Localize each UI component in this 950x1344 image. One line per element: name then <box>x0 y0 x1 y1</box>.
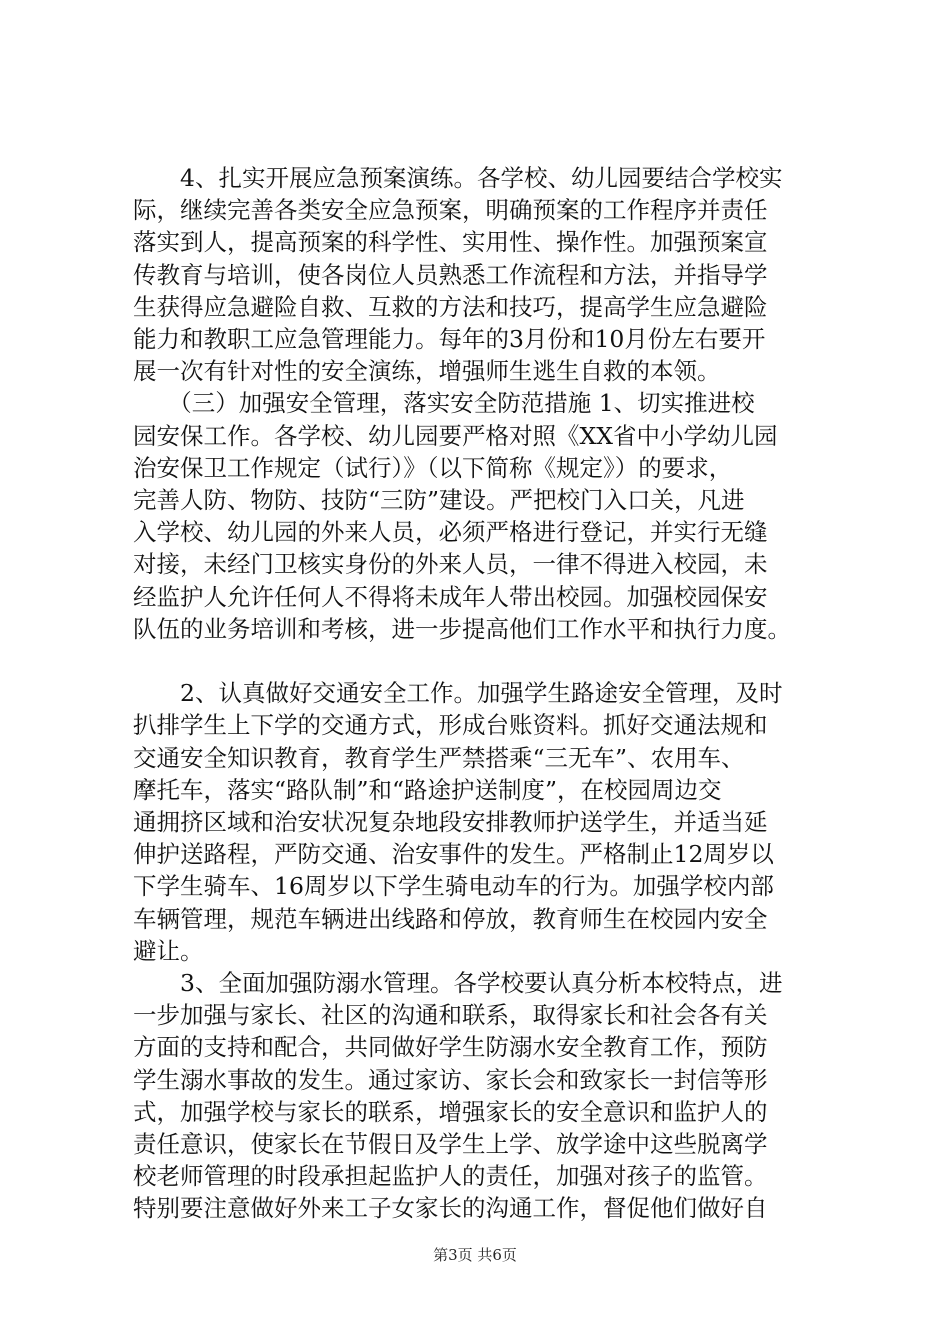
text-line: 校老师管理的时段承担起监护人的责任，加强对孩子的监管。 <box>133 1162 768 1190</box>
text-line: 园安保工作。各学校、幼儿园要严格对照《XX省中小学幼儿园 <box>133 422 778 450</box>
text-line: 3、全面加强防溺水管理。各学校要认真分析本校特点，进 <box>133 969 783 997</box>
text-line: 传教育与培训，使各岗位人员熟悉工作流程和方法，并指导学 <box>133 261 768 289</box>
text-line: 完善人防、物防、技防“三防”建设。严把校门入口关，凡进 <box>133 486 745 514</box>
text-line: 能力和教职工应急管理能力。每年的3月份和10月份左右要开 <box>133 325 766 353</box>
text-line: 扒排学生上下学的交通方式，形成台账资料。抓好交通法规和 <box>133 711 768 739</box>
text-line: 特别要注意做好外来工子女家长的沟通工作，督促他们做好自 <box>133 1194 768 1222</box>
text-line: 下学生骑车、16周岁以下学生骑电动车的行为。加强学校内部 <box>133 872 774 900</box>
text-line: 入学校、幼儿园的外来人员，必须严格进行登记，并实行无缝 <box>133 518 768 546</box>
page-footer: 第3页 共6页 <box>433 1246 517 1264</box>
text-line: 交通安全知识教育，教育学生严禁搭乘“三无车”、农用车、 <box>133 744 745 772</box>
text-line: 治安保卫工作规定（试行）》（以下简称《规定》）的要求， <box>133 454 733 482</box>
text-line: 一步加强与家长、社区的沟通和联系，取得家长和社会各有关 <box>133 1001 768 1029</box>
text-line: 生获得应急避险自救、互救的方法和技巧，提高学生应急避险 <box>133 293 768 321</box>
text-line: 通拥挤区域和治安状况复杂地段安排教师护送学生，并适当延 <box>133 808 768 836</box>
text-line: 摩托车，落实“路队制”和“路途护送制度”，在校园周边交 <box>133 776 722 804</box>
text-line: 避让。 <box>133 937 204 965</box>
text-line: 际，继续完善各类安全应急预案，明确预案的工作程序并责任 <box>133 196 768 224</box>
text-line: 2、认真做好交通安全工作。加强学生路途安全管理，及时 <box>133 679 783 707</box>
text-line: 式，加强学校与家长的联系，增强家长的安全意识和监护人的 <box>133 1098 768 1126</box>
text-line: 车辆管理，规范车辆进出线路和停放，教育师生在校园内安全 <box>133 905 768 933</box>
text-line: 学生溺水事故的发生。通过家访、家长会和致家长一封信等形 <box>133 1066 768 1094</box>
text-line: 责任意识，使家长在节假日及学生上学、放学途中这些脱离学 <box>133 1130 768 1158</box>
text-line: 队伍的业务培训和考核，进一步提高他们工作水平和执行力度。 <box>133 615 791 643</box>
text-line: 4、扎实开展应急预案演练。各学校、幼儿园要结合学校实 <box>133 164 783 192</box>
text-line: 落实到人，提高预案的科学性、实用性、操作性。加强预案宣 <box>133 228 768 256</box>
text-line: 展一次有针对性的安全演练，增强师生逃生自救的本领。 <box>133 357 721 385</box>
text-line: 经监护人允许任何人不得将未成年人带出校园。加强校园保安 <box>133 583 768 611</box>
text-line: 对接，未经门卫核实身份的外来人员，一律不得进入校园，未 <box>133 550 768 578</box>
text-line: 伸护送路程，严防交通、治安事件的发生。严格制止12周岁以 <box>133 840 774 868</box>
text-line: 方面的支持和配合，共同做好学生防溺水安全教育工作，预防 <box>133 1033 768 1061</box>
text-line: （三）加强安全管理，落实安全防范措施 1、切实推进校 <box>133 389 755 417</box>
